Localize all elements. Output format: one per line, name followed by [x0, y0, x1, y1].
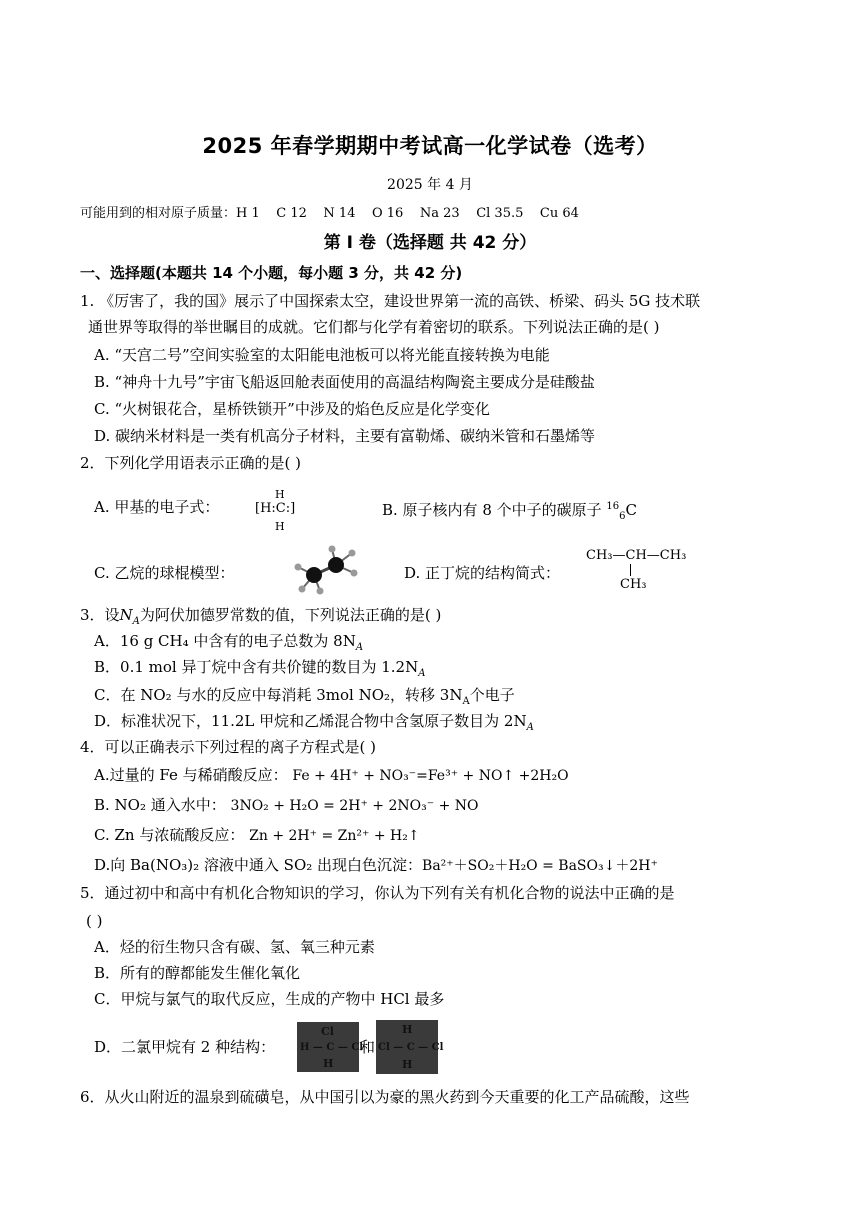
q2-methyl-mid: [H:C:]	[255, 501, 296, 516]
q2-option-a-label: A. 甲基的电子式：	[94, 498, 220, 516]
q3-option-b-sub: A	[418, 668, 426, 679]
exam-date: 2025 年 4 月	[387, 177, 473, 193]
dichloromethane-structure-2	[376, 1020, 444, 1074]
section-title: 第 I 卷（选择题 共 42 分）	[323, 233, 537, 253]
hydrogen-atom-5	[351, 570, 358, 577]
q3-option-a-text: A．16 g CH₄ 中含有的电子总数为 8N	[94, 632, 356, 650]
q5-stem-line2: ( )	[86, 912, 103, 930]
q2-option-b	[382, 494, 637, 530]
q4-option-c	[94, 822, 420, 849]
q2-stem: 2．下列化学用语表示正确的是( )	[80, 454, 302, 472]
s2-mid-row: Cl — C — Cl	[378, 1042, 444, 1053]
hydrogen-atom-6	[329, 546, 336, 553]
q6-stem-line1: 6．从火山附近的温泉到硫磺皂，从中国引以为豪的黑火药到今天重要的化工产品硫酸，这些	[80, 1088, 690, 1106]
q2-option-d-label: D. 正丁烷的结构简式：	[404, 564, 561, 582]
q2-option-b-label: B. 原子核内有 8 个中子的碳原子	[382, 501, 602, 519]
q5-and: 和	[360, 1038, 376, 1056]
q1-option-a: A. “天宫二号”空间实验室的太阳能电池板可以将光能直接转换为电能	[94, 346, 550, 364]
q2-carbon-symbol: C	[625, 501, 638, 519]
q4-option-a-label: A.过量的 Fe 与稀硝酸反应：	[94, 766, 288, 784]
q5-stem-line1: 5．通过初中和高中有机化合物知识的学习，你认为下列有关有机化合物的说法中正确的是	[80, 884, 675, 902]
q5-option-a: A．烃的衍生物只含有碳、氢、氧三种元素	[94, 938, 375, 956]
q5-option-d-label: D．二氯甲烷有 2 种结构：	[94, 1038, 276, 1056]
q1-option-b: B. “神舟十九号”宇宙飞船返回舱表面使用的高温结构陶瓷主要成分是硅酸盐	[94, 373, 595, 391]
q4-option-d-equation: Ba²⁺＋SO₂＋H₂O = BaSO₃↓＋2H⁺	[422, 858, 658, 874]
q2-methyl-h-bottom: H	[275, 520, 285, 533]
q2-butane-branch: CH₃	[620, 577, 647, 592]
q4-option-d-label: D.向 Ba(NO₃)₂ 溶液中通入 SO₂ 出现白色沉淀：	[94, 856, 423, 874]
q4-stem: 4．可以正确表示下列过程的离子方程式是( )	[80, 738, 377, 756]
exam-title: 2025 年春学期期中考试高一化学试卷（选考）	[202, 134, 658, 158]
hydrogen-atom-2	[299, 586, 306, 593]
q4-option-c-label: C. Zn 与浓硫酸反应：	[94, 826, 245, 844]
q4-option-a-equation: Fe + 4H⁺ + NO₃⁻=Fe³⁺ + NO↑ +2H₂O	[292, 768, 569, 784]
q3-option-d-text: D．标准状况下，11.2L 甲烷和乙烯混合物中含氢原子数目为 2N	[94, 712, 527, 730]
q3-na-sub: A	[132, 616, 140, 627]
q4-option-b-equation: 3NO₂ + H₂O = 2H⁺ + 2NO₃⁻ + NO	[230, 798, 479, 814]
q3-na-symbol: N	[119, 606, 133, 624]
ethane-ball-stick-model	[290, 545, 360, 595]
q3-option-b-text: B．0.1 mol 异丁烷中含有共价键的数目为 1.2N	[94, 658, 419, 676]
q3-option-a-sub: A	[355, 642, 364, 653]
q3-option-c-tail: 个电子	[469, 686, 515, 704]
q3-stem-pre: 3．设	[80, 606, 120, 624]
q4-option-c-equation: Zn + 2H⁺ = Zn²⁺ + H₂↑	[249, 828, 420, 844]
hydrogen-atom-1	[295, 564, 302, 571]
q1-stem-line2: 通世界等取得的举世瞩目的成就。它们都与化学有着密切的联系。下列说法正确的是( )	[88, 318, 660, 336]
part-title: 一、选择题(本题共 14 个小题，每小题 3 分，共 42 分)	[80, 264, 463, 282]
q3-option-d-sub: A	[526, 722, 534, 733]
carbon-atom-1	[306, 567, 322, 583]
s1-bottom-atom: H	[323, 1057, 334, 1070]
q5-option-c: C．甲烷与氯气的取代反应，生成的产物中 HCl 最多	[94, 990, 445, 1008]
s1-mid-row: H — C — Cl	[300, 1042, 364, 1053]
s2-top-atom: H	[402, 1023, 413, 1036]
hydrogen-atom-4	[349, 550, 356, 557]
q2-methyl-h-top: H	[275, 488, 285, 501]
q1-option-d: D. 碳纳米材料是一类有机高分子材料，主要有富勒烯、碳纳米管和石墨烯等	[94, 427, 596, 445]
q4-option-d	[94, 852, 658, 879]
dichloromethane-structure-1	[297, 1022, 364, 1072]
q2-branch-bond	[630, 564, 631, 576]
q1-option-c: C. “火树银花合，星桥铁锁开”中涉及的焰色反应是化学变化	[94, 400, 490, 418]
atomic-masses: 可能用到的相对原子质量：H 1 C 12 N 14 O 16 Na 23 Cl 35.5 Cu 64	[80, 206, 579, 221]
q2-option-c-label: C. 乙烷的球棍模型：	[94, 564, 235, 582]
s2-bottom-atom: H	[402, 1058, 413, 1071]
hydrogen-atom-3	[317, 588, 324, 595]
q3-option-c-text: C．在 NO₂ 与水的反应中每消耗 3mol NO₂，转移 3N	[94, 686, 463, 704]
q4-option-a	[94, 762, 569, 789]
q4-option-b	[94, 792, 479, 819]
q5-option-b: B．所有的醇都能发生催化氧化	[94, 964, 301, 982]
s1-top-atom: Cl	[321, 1025, 334, 1038]
q2-atomic-number: 6	[619, 511, 626, 522]
carbon-atom-2	[328, 557, 344, 573]
q4-option-b-label: B. NO₂ 通入水中：	[94, 796, 226, 814]
q3-stem-post: 为阿伏加德罗常数的值，下列说法正确的是( )	[139, 606, 442, 624]
q1-stem-line1: 1. 《厉害了，我的国》展示了中国探索太空，建设世界第一流的高铁、桥梁、码头 5G 技术联	[80, 292, 701, 310]
q2-butane-main-chain: CH₃—CH—CH₃	[586, 548, 687, 563]
q3-option-c-sub: A	[462, 696, 470, 707]
q2-mass-number: 16	[606, 501, 620, 512]
